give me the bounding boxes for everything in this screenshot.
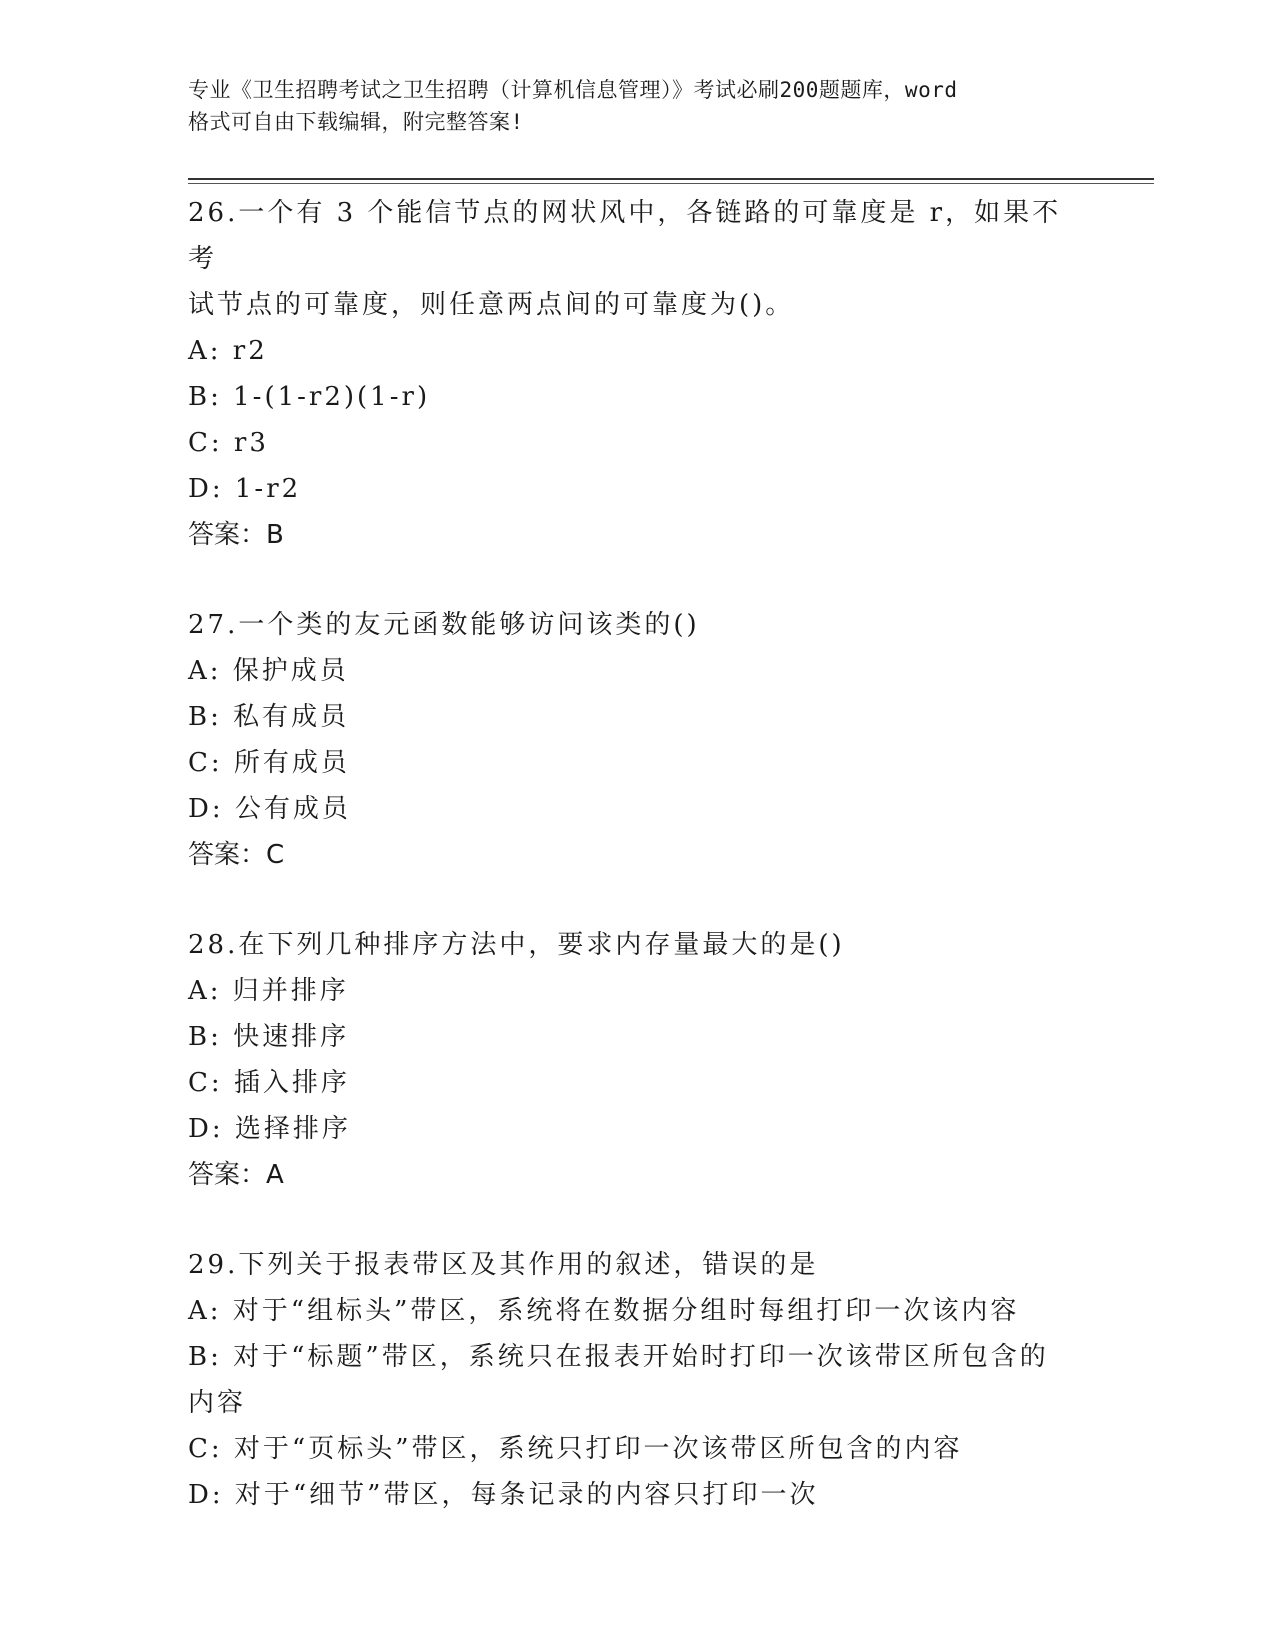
question-text-line: 27.一个类的友元函数能够访问该类的() bbox=[188, 610, 700, 640]
question-list bbox=[188, 190, 1088, 1518]
question-29 bbox=[188, 1242, 1088, 1518]
header-divider-thick bbox=[188, 178, 1154, 180]
question-text-line: 28.在下列几种排序方法中，要求内存量最大的是() bbox=[188, 930, 845, 960]
option-a: A: 归并排序 bbox=[188, 976, 349, 1006]
question-text-line: 26.一个有 3 个能信节点的网状风中，各链路的可靠度是 r，如果不考 bbox=[188, 198, 1062, 274]
question-text-line: 试节点的可靠度，则任意两点间的可靠度为()。 bbox=[188, 290, 795, 320]
question-27 bbox=[188, 602, 1088, 878]
option-c: C: 插入排序 bbox=[188, 1068, 350, 1098]
header-divider-thin bbox=[188, 183, 1154, 184]
document-header bbox=[188, 74, 1088, 138]
header-line-2: 格式可自由下载编辑，附完整答案! bbox=[188, 110, 524, 134]
option-d: D: 对于“细节”带区，每条记录的内容只打印一次 bbox=[188, 1480, 819, 1510]
option-b: B: 私有成员 bbox=[188, 702, 350, 732]
spacer bbox=[188, 1198, 1088, 1242]
question-26 bbox=[188, 190, 1088, 558]
answer: 答案：B bbox=[188, 520, 284, 550]
option-d: D: 选择排序 bbox=[188, 1114, 351, 1144]
option-b-continued: 内容 bbox=[188, 1388, 247, 1418]
option-a: A: 保护成员 bbox=[188, 656, 349, 686]
option-d: D: 1-r2 bbox=[188, 474, 302, 504]
header-line-1: 专业《卫生招聘考试之卫生招聘（计算机信息管理）》考试必刷200题题库，word bbox=[188, 78, 958, 102]
question-text-line: 29.下列关于报表带区及其作用的叙述，错误的是 bbox=[188, 1250, 819, 1280]
option-b: B: 快速排序 bbox=[188, 1022, 350, 1052]
option-b: B: 对于“标题”带区，系统只在报表开始时打印一次该带区所包含的 bbox=[188, 1342, 1049, 1372]
option-c: C: 所有成员 bbox=[188, 748, 350, 778]
spacer bbox=[188, 878, 1088, 922]
option-b: B: 1-(1-r2)(1-r) bbox=[188, 382, 431, 412]
option-d: D: 公有成员 bbox=[188, 794, 351, 824]
answer: 答案：C bbox=[188, 840, 285, 870]
answer: 答案：A bbox=[188, 1160, 284, 1190]
option-a: A: r2 bbox=[188, 336, 268, 366]
option-c: C: 对于“页标头”带区，系统只打印一次该带区所包含的内容 bbox=[188, 1434, 963, 1464]
spacer bbox=[188, 558, 1088, 602]
question-28 bbox=[188, 922, 1088, 1198]
option-a: A: 对于“组标头”带区，系统将在数据分组时每组打印一次该内容 bbox=[188, 1296, 1020, 1326]
option-c: C: r3 bbox=[188, 428, 269, 458]
